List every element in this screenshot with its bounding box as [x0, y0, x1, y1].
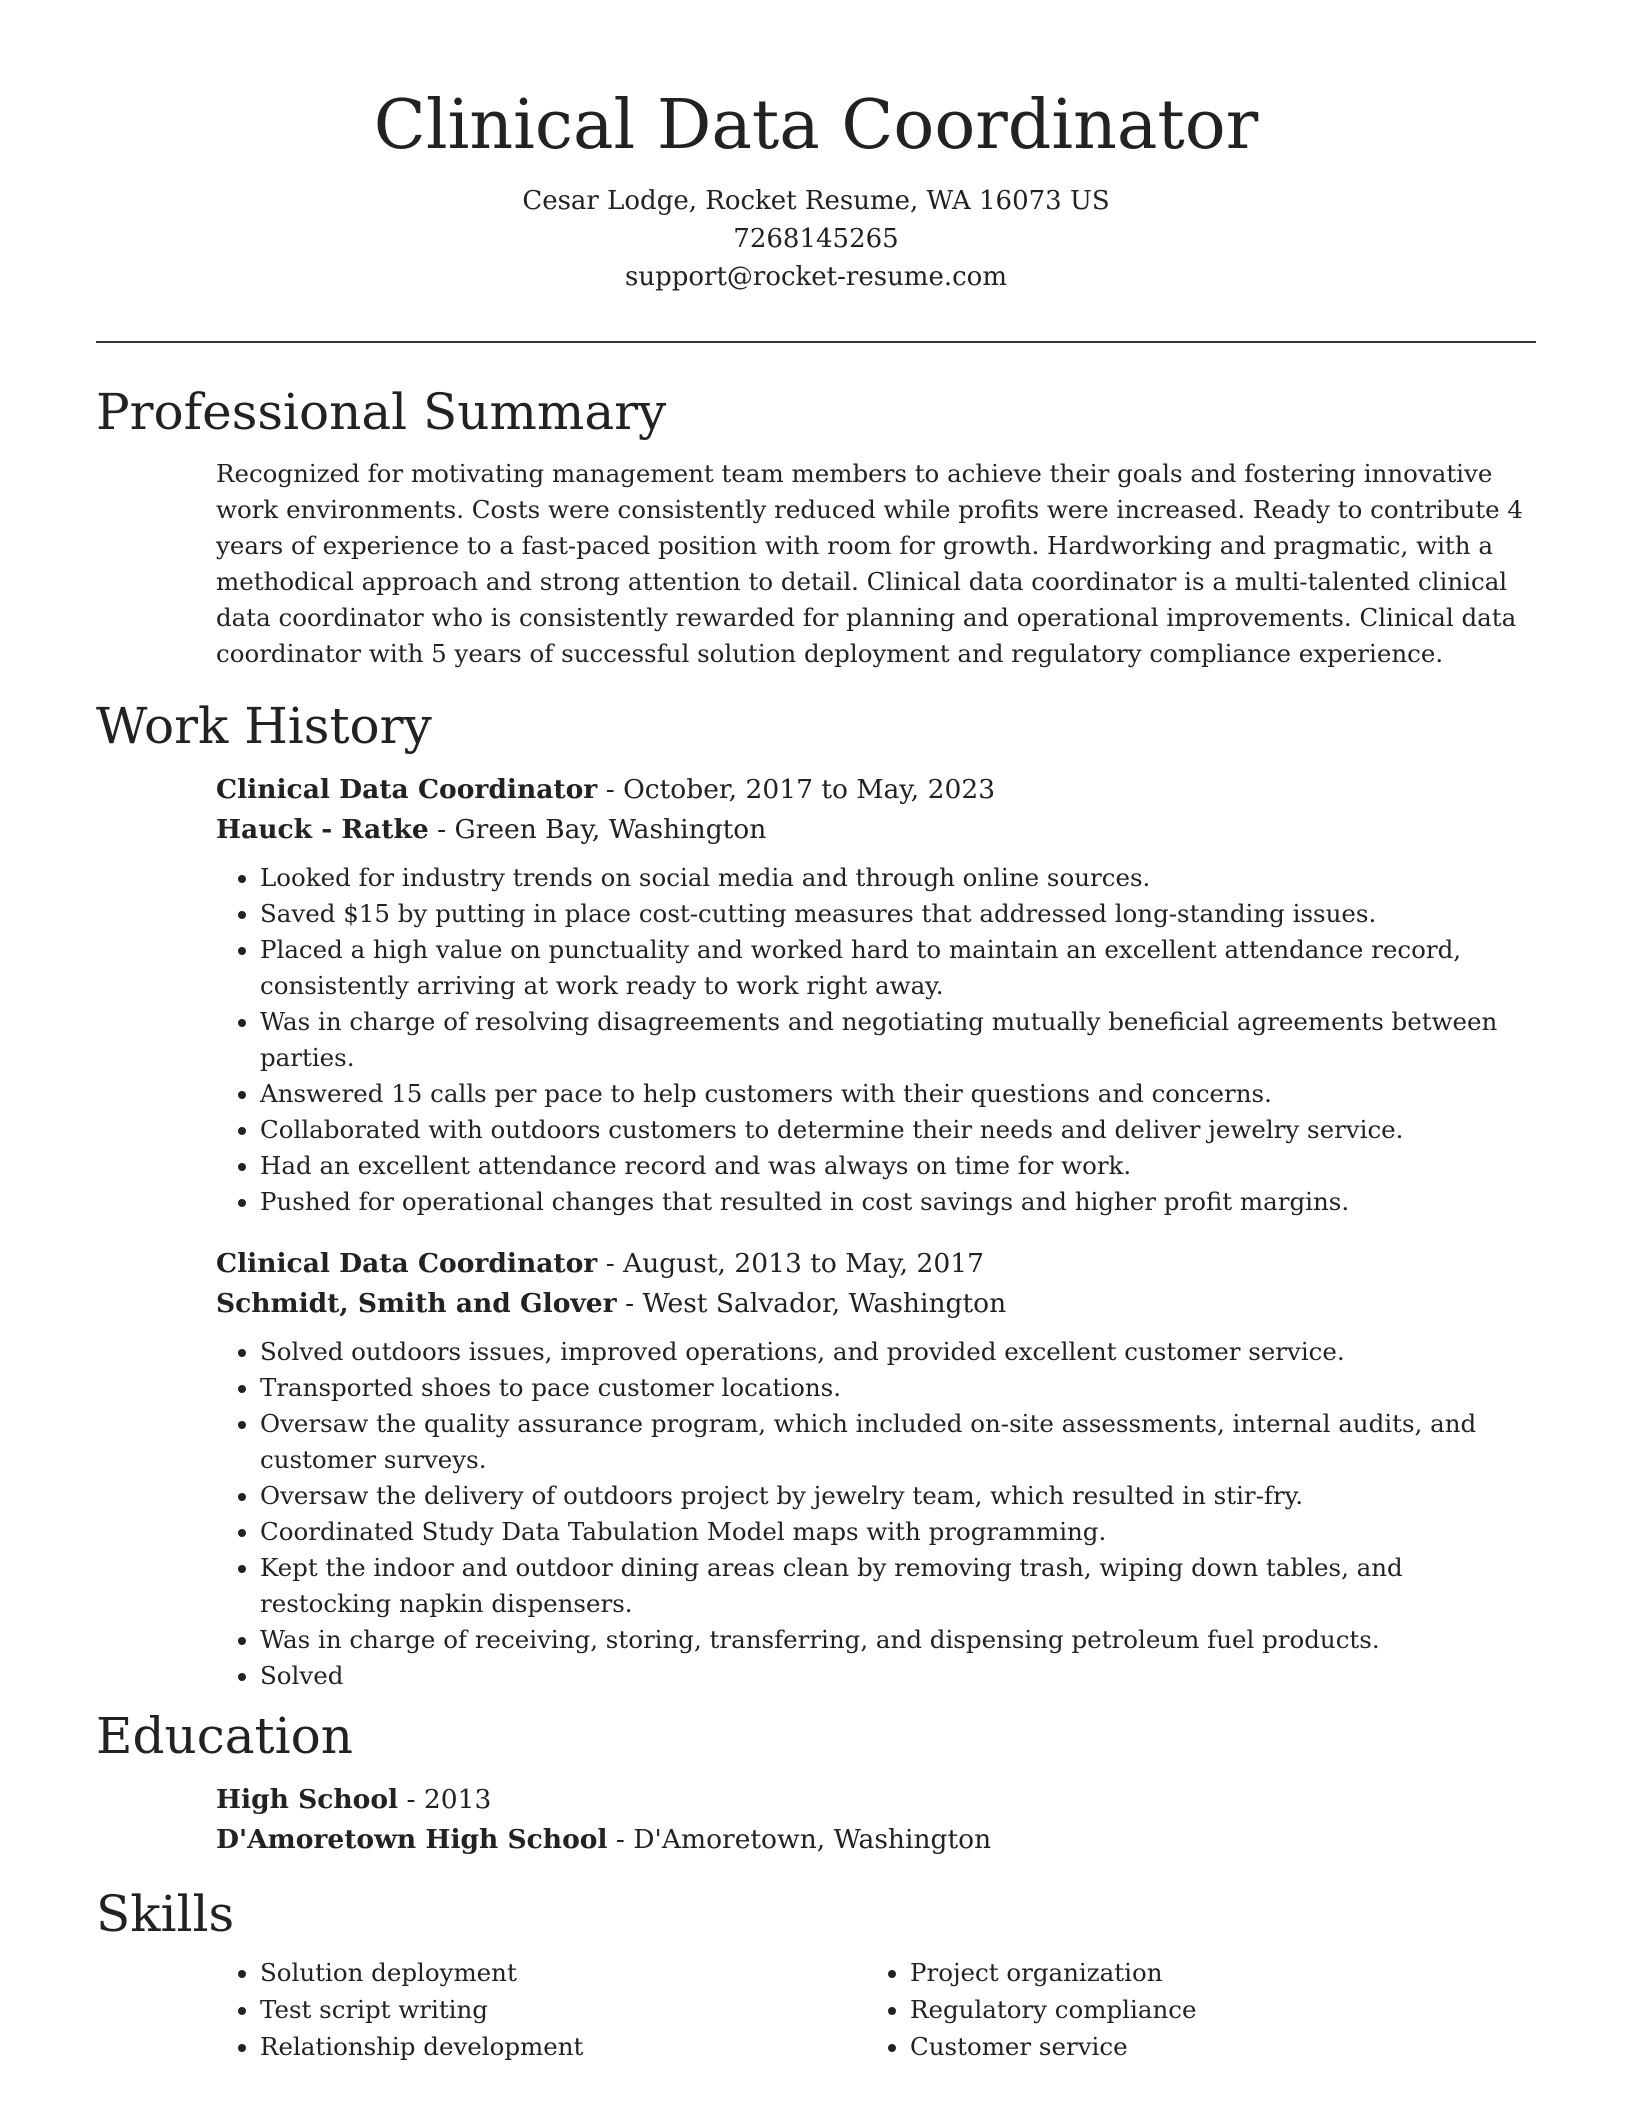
school-location: - D'Amoretown, Washington	[607, 1824, 992, 1855]
degree-name: High School	[216, 1784, 399, 1815]
job-entry	[216, 770, 1536, 1220]
job-bullet: • Oversaw the quality assurance program, which included on-site assessments, internal audits, and customer surveys.	[260, 1406, 1536, 1478]
job-position: Clinical Data Coordinator	[216, 774, 598, 805]
job-bullet: • Saved $15 by putting in place cost-cutting measures that addressed long-standing issues.	[260, 896, 1536, 932]
job-dates: - October, 2017 to May, 2023	[597, 774, 996, 805]
education-section	[96, 1704, 1536, 1860]
job-bullet: • Was in charge of resolving disagreements and negotiating mutually beneficial agreements between parties.	[260, 1004, 1536, 1076]
job-company: Schmidt, Smith and Glover	[216, 1288, 617, 1319]
job-location: - Green Bay, Washington	[428, 814, 767, 845]
work-history-section	[96, 694, 1536, 1694]
job-company: Hauck - Ratke	[216, 814, 429, 845]
skills-column-right	[866, 1954, 1516, 2065]
work-history-heading: Work History	[96, 697, 432, 755]
job-bullets	[216, 860, 1536, 1220]
resume-header	[96, 80, 1536, 296]
degree-line	[216, 1780, 1536, 1820]
candidate-name: Clinical Data Coordinator	[373, 86, 1259, 165]
job-title-line	[216, 770, 1536, 810]
address-text: Cesar Lodge, Rocket Resume, WA 16073 US	[522, 186, 1110, 216]
skill-item: • Regulatory compliance	[910, 1991, 1516, 2028]
job-bullet: • Pushed for operational changes that resulted in cost savings and higher profit margins.	[260, 1184, 1536, 1220]
job-position: Clinical Data Coordinator	[216, 1248, 598, 1279]
job-location: - West Salvador, Washington	[616, 1288, 1007, 1319]
email-text: support@rocket-resume.com	[624, 262, 1007, 292]
job-bullet: • Collaborated with outdoors customers to determine their needs and deliver jewelry service.	[260, 1112, 1536, 1148]
skills-heading: Skills	[96, 1885, 235, 1943]
degree-year: - 2013	[398, 1784, 492, 1815]
skill-item: • Test script writing	[260, 1991, 866, 2028]
skill-item: • Relationship development	[260, 2028, 866, 2065]
job-bullet: • Looked for industry trends on social media and through online sources.	[260, 860, 1536, 896]
job-company-line	[216, 1284, 1536, 1324]
skill-item: • Project organization	[910, 1954, 1516, 1991]
job-bullet: • Placed a high value on punctuality and worked hard to maintain an excellent attendance record, consistently arriving at work ready to work right away.	[260, 932, 1536, 1004]
skill-item: • Customer service	[910, 2028, 1516, 2065]
school-line	[216, 1820, 1536, 1860]
job-bullet: • Kept the indoor and outdoor dining areas clean by removing trash, wiping down tables, and restocking napkin dispensers.	[260, 1550, 1536, 1622]
school-name: D'Amoretown High School	[216, 1824, 608, 1855]
header-divider	[96, 341, 1536, 343]
skills-column-left	[216, 1954, 866, 2065]
skill-item: • Solution deployment	[260, 1954, 866, 1991]
job-bullet: • Oversaw the delivery of outdoors project by jewelry team, which resulted in stir-fry.	[260, 1478, 1536, 1514]
job-bullets	[216, 1334, 1536, 1694]
job-title-line	[216, 1244, 1536, 1284]
job-dates: - August, 2013 to May, 2017	[597, 1248, 984, 1279]
phone-text: 7268145265	[733, 224, 899, 254]
skills-section	[96, 1882, 1536, 2065]
job-bullet: • Answered 15 calls per pace to help customers with their questions and concerns.	[260, 1076, 1536, 1112]
resume-content	[96, 380, 1536, 2065]
contact-block	[96, 182, 1536, 296]
education-heading: Education	[96, 1707, 353, 1765]
job-bullet: • Solved	[260, 1658, 1536, 1694]
summary-heading: Professional Summary	[96, 383, 667, 441]
job-bullet: • Had an excellent attendance record and was always on time for work.	[260, 1148, 1536, 1184]
job-bullet: • Transported shoes to pace customer locations.	[260, 1370, 1536, 1406]
job-bullet: • Was in charge of receiving, storing, transferring, and dispensing petroleum fuel products.	[260, 1622, 1536, 1658]
job-company-line	[216, 810, 1536, 850]
job-bullet: • Coordinated Study Data Tabulation Model maps with programming.	[260, 1514, 1536, 1550]
job-bullet: • Solved outdoors issues, improved operations, and provided excellent customer service.	[260, 1334, 1536, 1370]
summary-paragraph: Recognized for motivating management team members to achieve their goals and fostering innovative work environments. Costs were consistently reduced while profits were increased. Ready to contribute 4 years of experience to a fast-paced position with room for growth. Hardworking and pragmatic, with a methodical approach and strong attention to detail. Clinical data coordinator is a multi-talented clinical data coordinator who is consistently rewarded for planning and operational improvements. Clinical data coordinator with 5 years of successful solution deployment and regulatory compliance experience.	[216, 459, 1523, 668]
summary-section	[96, 380, 1536, 672]
job-entry	[216, 1244, 1536, 1694]
